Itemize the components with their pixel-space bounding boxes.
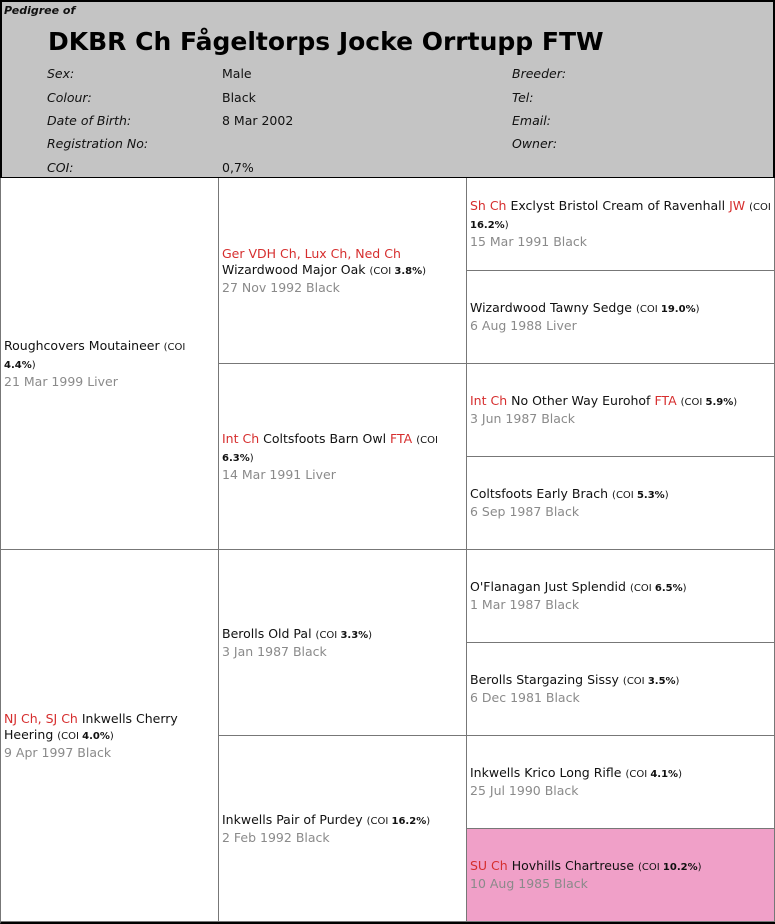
ancestor-name[interactable]: No Other Way Eurohof — [511, 393, 651, 408]
birth-date-colour: 9 Apr 1997 Black — [4, 744, 112, 760]
ancestor-dam-sire-dam[interactable] — [467, 643, 775, 736]
owner-label: Owner: — [512, 136, 558, 151]
coi-percent: 16.2% — [470, 220, 505, 231]
ancestor-name[interactable]: Berolls Stargazing Sissy — [470, 672, 619, 687]
ancestor-dam[interactable] — [1, 550, 219, 922]
ancestor-info — [470, 393, 771, 411]
ancestor-info — [4, 338, 215, 374]
coi-info: (COI 3.3%) — [315, 629, 373, 641]
coi-info: (COI 3.8%) — [369, 265, 427, 277]
post-titles: FTA — [654, 393, 677, 408]
coi-info: (COI 5.9%) — [680, 397, 738, 408]
coi-label: COI: — [47, 160, 74, 175]
ancestor-info — [470, 765, 771, 783]
birth-date-colour: 3 Jun 1987 Black — [470, 411, 576, 426]
ancestor-sire-dam[interactable] — [219, 364, 467, 550]
email-label: Email: — [512, 113, 551, 128]
ancestor-info — [470, 579, 771, 597]
coi-percent: 16.2% — [391, 815, 427, 827]
coi-prefix: COI — [626, 676, 645, 687]
ancestor-sire[interactable] — [1, 178, 219, 550]
birth-date-colour: 6 Dec 1981 Black — [470, 690, 580, 705]
ancestor-name[interactable]: Coltsfoots Barn Owl — [263, 430, 387, 446]
coi-percent: 3.5% — [647, 676, 676, 687]
breeder-label: Breeder: — [512, 66, 567, 81]
coi-percent: 6.3% — [222, 452, 250, 464]
colour-value: Black — [222, 90, 256, 105]
coi-info: (COI 4.1%) — [625, 769, 682, 780]
ancestor-info — [470, 300, 771, 318]
ancestor-name[interactable]: Inkwells Krico Long Rifle — [470, 765, 622, 780]
dob-value: 8 Mar 2002 — [222, 113, 294, 128]
ancestor-name[interactable]: Wizardwood Major Oak — [222, 261, 366, 277]
coi-percent: 5.3% — [636, 490, 665, 501]
ancestor-info — [222, 626, 463, 644]
dog-name-title: DKBR Ch Fågeltorps Jocke Orrtupp FTW — [48, 27, 604, 56]
ancestor-name[interactable]: Roughcovers Moutaineer — [4, 337, 160, 353]
coi-prefix: COI — [370, 815, 389, 827]
ancestor-name[interactable]: Inkwells Pair of Purdey — [222, 811, 363, 827]
birth-date-colour: 25 Jul 1990 Black — [470, 783, 579, 798]
ancestor-name[interactable]: Coltsfoots Early Brach — [470, 486, 609, 501]
birth-date-colour: 3 Jan 1987 Black — [222, 643, 327, 659]
birth-date-colour: 1 Mar 1987 Black — [470, 597, 580, 612]
ancestor-info — [470, 672, 771, 690]
ancestor-sire-sire[interactable] — [219, 178, 467, 364]
pedigree-header — [0, 0, 775, 178]
champion-titles: Sh Ch — [470, 198, 507, 213]
birth-date-colour: 2 Feb 1992 Black — [222, 829, 330, 845]
coi-prefix: COI — [373, 265, 392, 277]
coi-info: (COI 4.0%) — [57, 730, 114, 742]
coi-percent: 10.2% — [662, 862, 698, 873]
coi-prefix: COI — [639, 304, 658, 315]
ancestor-name[interactable]: O'Flanagan Just Splendid — [470, 579, 626, 594]
coi-prefix: COI — [629, 769, 648, 780]
pedigree-of-label: Pedigree of — [4, 4, 76, 17]
champion-titles: NJ Ch, SJ Ch — [4, 710, 78, 726]
coi-info: (COI 5.3%) — [612, 490, 669, 501]
ancestor-info — [470, 198, 771, 234]
birth-date-colour: 21 Mar 1999 Liver — [4, 373, 118, 389]
coi-prefix: COI — [615, 490, 634, 501]
coi-percent: 4.1% — [650, 769, 679, 780]
birth-date-colour: 10 Aug 1985 Black — [470, 876, 588, 891]
coi-percent: 6.5% — [654, 583, 683, 594]
birth-date-colour: 15 Mar 1991 Black — [470, 234, 588, 249]
coi-prefix: COI — [684, 397, 703, 408]
ancestor-info — [470, 486, 771, 504]
coi-info: (COI 16.2%) — [470, 202, 771, 231]
coi-prefix: COI — [753, 202, 771, 213]
champion-titles: Int Ch — [470, 393, 508, 408]
coi-info: (COI 16.2%) — [366, 815, 431, 827]
colour-label: Colour: — [47, 90, 92, 105]
tel-label: Tel: — [512, 90, 534, 105]
birth-date-colour: 14 Mar 1991 Liver — [222, 466, 336, 482]
ancestor-name[interactable]: Inkwells Cherry Heering — [4, 710, 178, 742]
registration-label: Registration No: — [47, 136, 149, 151]
coi-info: (COI 3.5%) — [622, 676, 680, 687]
champion-titles: Ger VDH Ch, Lux Ch, Ned Ch — [222, 245, 401, 261]
coi-value: 0,7% — [222, 160, 254, 175]
coi-prefix: COI — [633, 583, 652, 594]
ancestor-name[interactable]: Hovhills Chartreuse — [511, 858, 635, 873]
birth-date-colour: 27 Nov 1992 Black — [222, 279, 340, 295]
sex-label: Sex: — [47, 66, 75, 81]
dob-label: Date of Birth: — [47, 113, 132, 128]
coi-info: (COI 6.3%) — [222, 434, 438, 464]
post-titles: JW — [729, 198, 746, 213]
ancestor-sire-dam-dam[interactable] — [467, 457, 775, 550]
ancestor-dam-sire-sire[interactable] — [467, 550, 775, 643]
coi-info: (COI 19.0%) — [635, 304, 700, 315]
ancestor-sire-sire-dam[interactable] — [467, 271, 775, 364]
coi-percent: 5.9% — [705, 397, 734, 408]
ancestor-dam-dam[interactable] — [219, 736, 467, 922]
ancestor-info — [222, 812, 463, 830]
ancestor-name[interactable]: Berolls Old Pal — [222, 625, 312, 641]
post-titles: FTA — [390, 430, 413, 446]
champion-titles: SU Ch — [470, 858, 508, 873]
ancestor-dam-sire[interactable] — [219, 550, 467, 736]
coi-info: (COI 4.4%) — [4, 341, 186, 371]
birth-date-colour: 6 Aug 1988 Liver — [470, 318, 577, 333]
sex-value: Male — [222, 66, 252, 81]
coi-percent: 3.3% — [340, 629, 369, 641]
ancestor-info — [470, 858, 771, 876]
ancestor-info — [222, 431, 463, 467]
pedigree-grid — [0, 178, 775, 924]
coi-percent: 19.0% — [660, 304, 696, 315]
coi-prefix: COI — [319, 629, 338, 641]
coi-percent: 3.8% — [394, 265, 423, 277]
coi-percent: 4.0% — [82, 730, 110, 742]
champion-titles: Int Ch — [222, 430, 260, 446]
coi-prefix: COI — [61, 730, 79, 742]
ancestor-sire-sire-sire[interactable] — [467, 178, 775, 271]
ancestor-info — [222, 246, 463, 280]
coi-percent: 4.4% — [4, 359, 32, 371]
birth-date-colour: 6 Sep 1987 Black — [470, 504, 580, 519]
ancestor-info — [4, 711, 215, 745]
ancestor-name[interactable]: Wizardwood Tawny Sedge — [470, 300, 632, 315]
ancestor-sire-dam-sire[interactable] — [467, 364, 775, 457]
coi-info: (COI 6.5%) — [629, 583, 687, 594]
ancestor-dam-dam-sire[interactable] — [467, 736, 775, 829]
coi-prefix: COI — [641, 862, 660, 873]
coi-info: (COI 10.2%) — [638, 862, 702, 873]
ancestor-dam-dam-dam[interactable] — [467, 829, 775, 922]
coi-prefix: COI — [167, 341, 186, 353]
coi-prefix: COI — [420, 434, 438, 446]
ancestor-name[interactable]: Exclyst Bristol Cream of Ravenhall — [510, 198, 726, 213]
